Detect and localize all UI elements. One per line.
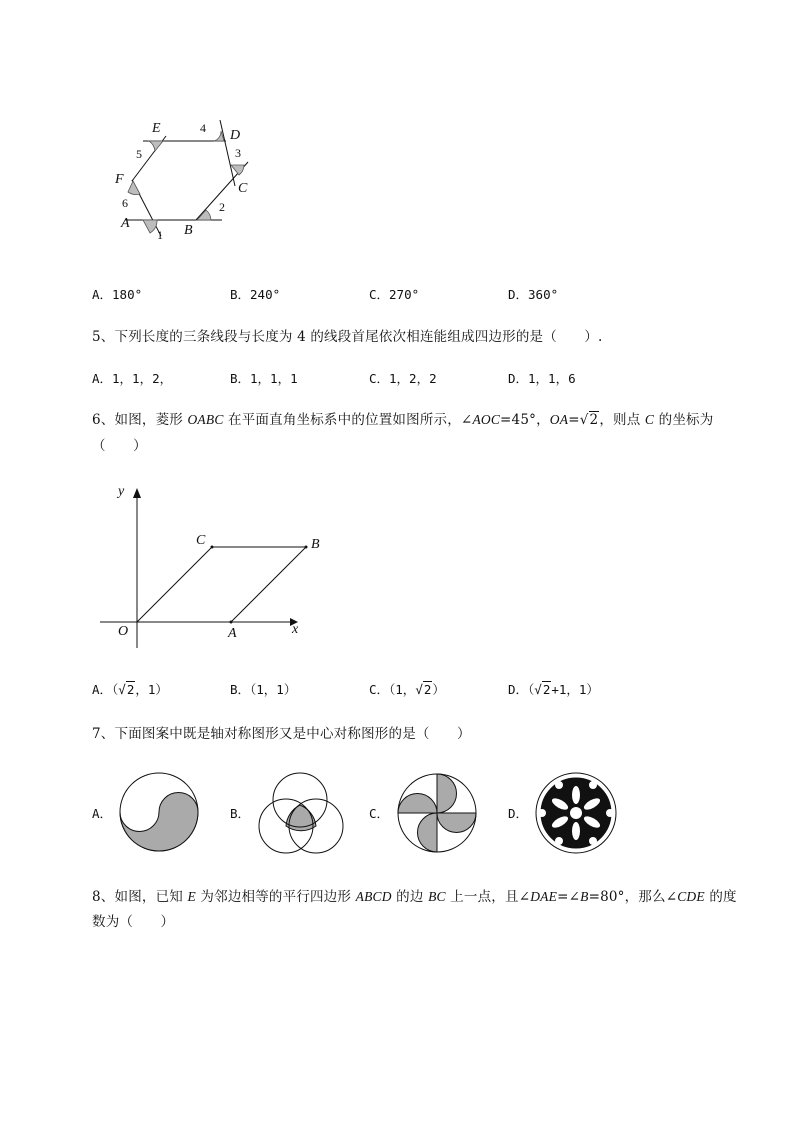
label-A: A (121, 216, 130, 231)
axis-label-x: x (292, 622, 299, 637)
q6-stem: 6、如图，菱形 OABC 在平面直角坐标系中的位置如图所示，∠AOC=45°，OA=√2，则点 C 的坐标为 (92, 412, 714, 428)
point-label-B: B (311, 537, 320, 552)
q4-option-b: B．240° (230, 287, 281, 302)
q5-option-b: B．1，1，1 (230, 371, 298, 386)
angle-label-2: 2 (219, 200, 225, 214)
q8-stem-line2: 数为（ ） (92, 914, 175, 930)
q7-option-c-label: C． (369, 806, 390, 821)
q4-option-a: A．180° (92, 287, 143, 302)
angle-label-6: 6 (122, 196, 128, 210)
label-D: D (230, 128, 241, 143)
axis-label-y: y (118, 484, 125, 499)
angle-label-1: 1 (157, 228, 163, 242)
q4-option-c: C．270° (369, 287, 420, 302)
sqrt-symbol: √2 (579, 412, 599, 428)
label-C: C (238, 181, 248, 196)
q6-option-d: D．（√2+1，1） (508, 682, 599, 697)
q6-stem-line2: （ ） (92, 438, 147, 454)
point-label-O: O (118, 624, 129, 639)
q4-option-d: D．360° (508, 287, 559, 302)
label-F: F (115, 172, 124, 187)
q6-option-b: B．（1，1） (230, 682, 297, 697)
q5-option-c: C．1，2，2 (369, 371, 437, 386)
q7-option-b-label: B． (230, 806, 251, 821)
q5-option-d: D．1，1，6 (508, 371, 576, 386)
point-label-C: C (196, 533, 206, 548)
q6-option-c: C．（1，√2） (369, 682, 445, 697)
q6-option-a: A．（√2，1） (92, 682, 168, 697)
q7-stem: 7、下面图案中既是轴对称图形又是中心对称图形的是（ ） (92, 726, 471, 742)
label-E: E (152, 121, 161, 136)
angle-label-4: 4 (200, 121, 206, 135)
pattern-c-pinwheel (398, 774, 476, 852)
angle-label-3: 3 (235, 146, 241, 160)
pattern-a-yinyang (120, 773, 198, 851)
angle-label-5: 5 (136, 147, 142, 161)
q5-stem: 5、下列长度的三条线段与长度为 4 的线段首尾依次相连能组成四边形的是（ ）. (92, 329, 603, 345)
q7-option-a-label: A． (92, 806, 113, 821)
q5-option-a: A．1，1，2， (92, 371, 173, 386)
point-label-A: A (228, 626, 237, 641)
pattern-d-ornament (536, 773, 616, 853)
pattern-b-three-circles (259, 773, 343, 853)
q7-option-d-label: D． (508, 806, 529, 821)
q8-stem: 8、如图，已知 E 为邻边相等的平行四边形 ABCD 的边 BC 上一点，且∠DAE=∠B=80°，那么∠CDE 的度 (92, 889, 737, 905)
label-B: B (184, 223, 193, 238)
